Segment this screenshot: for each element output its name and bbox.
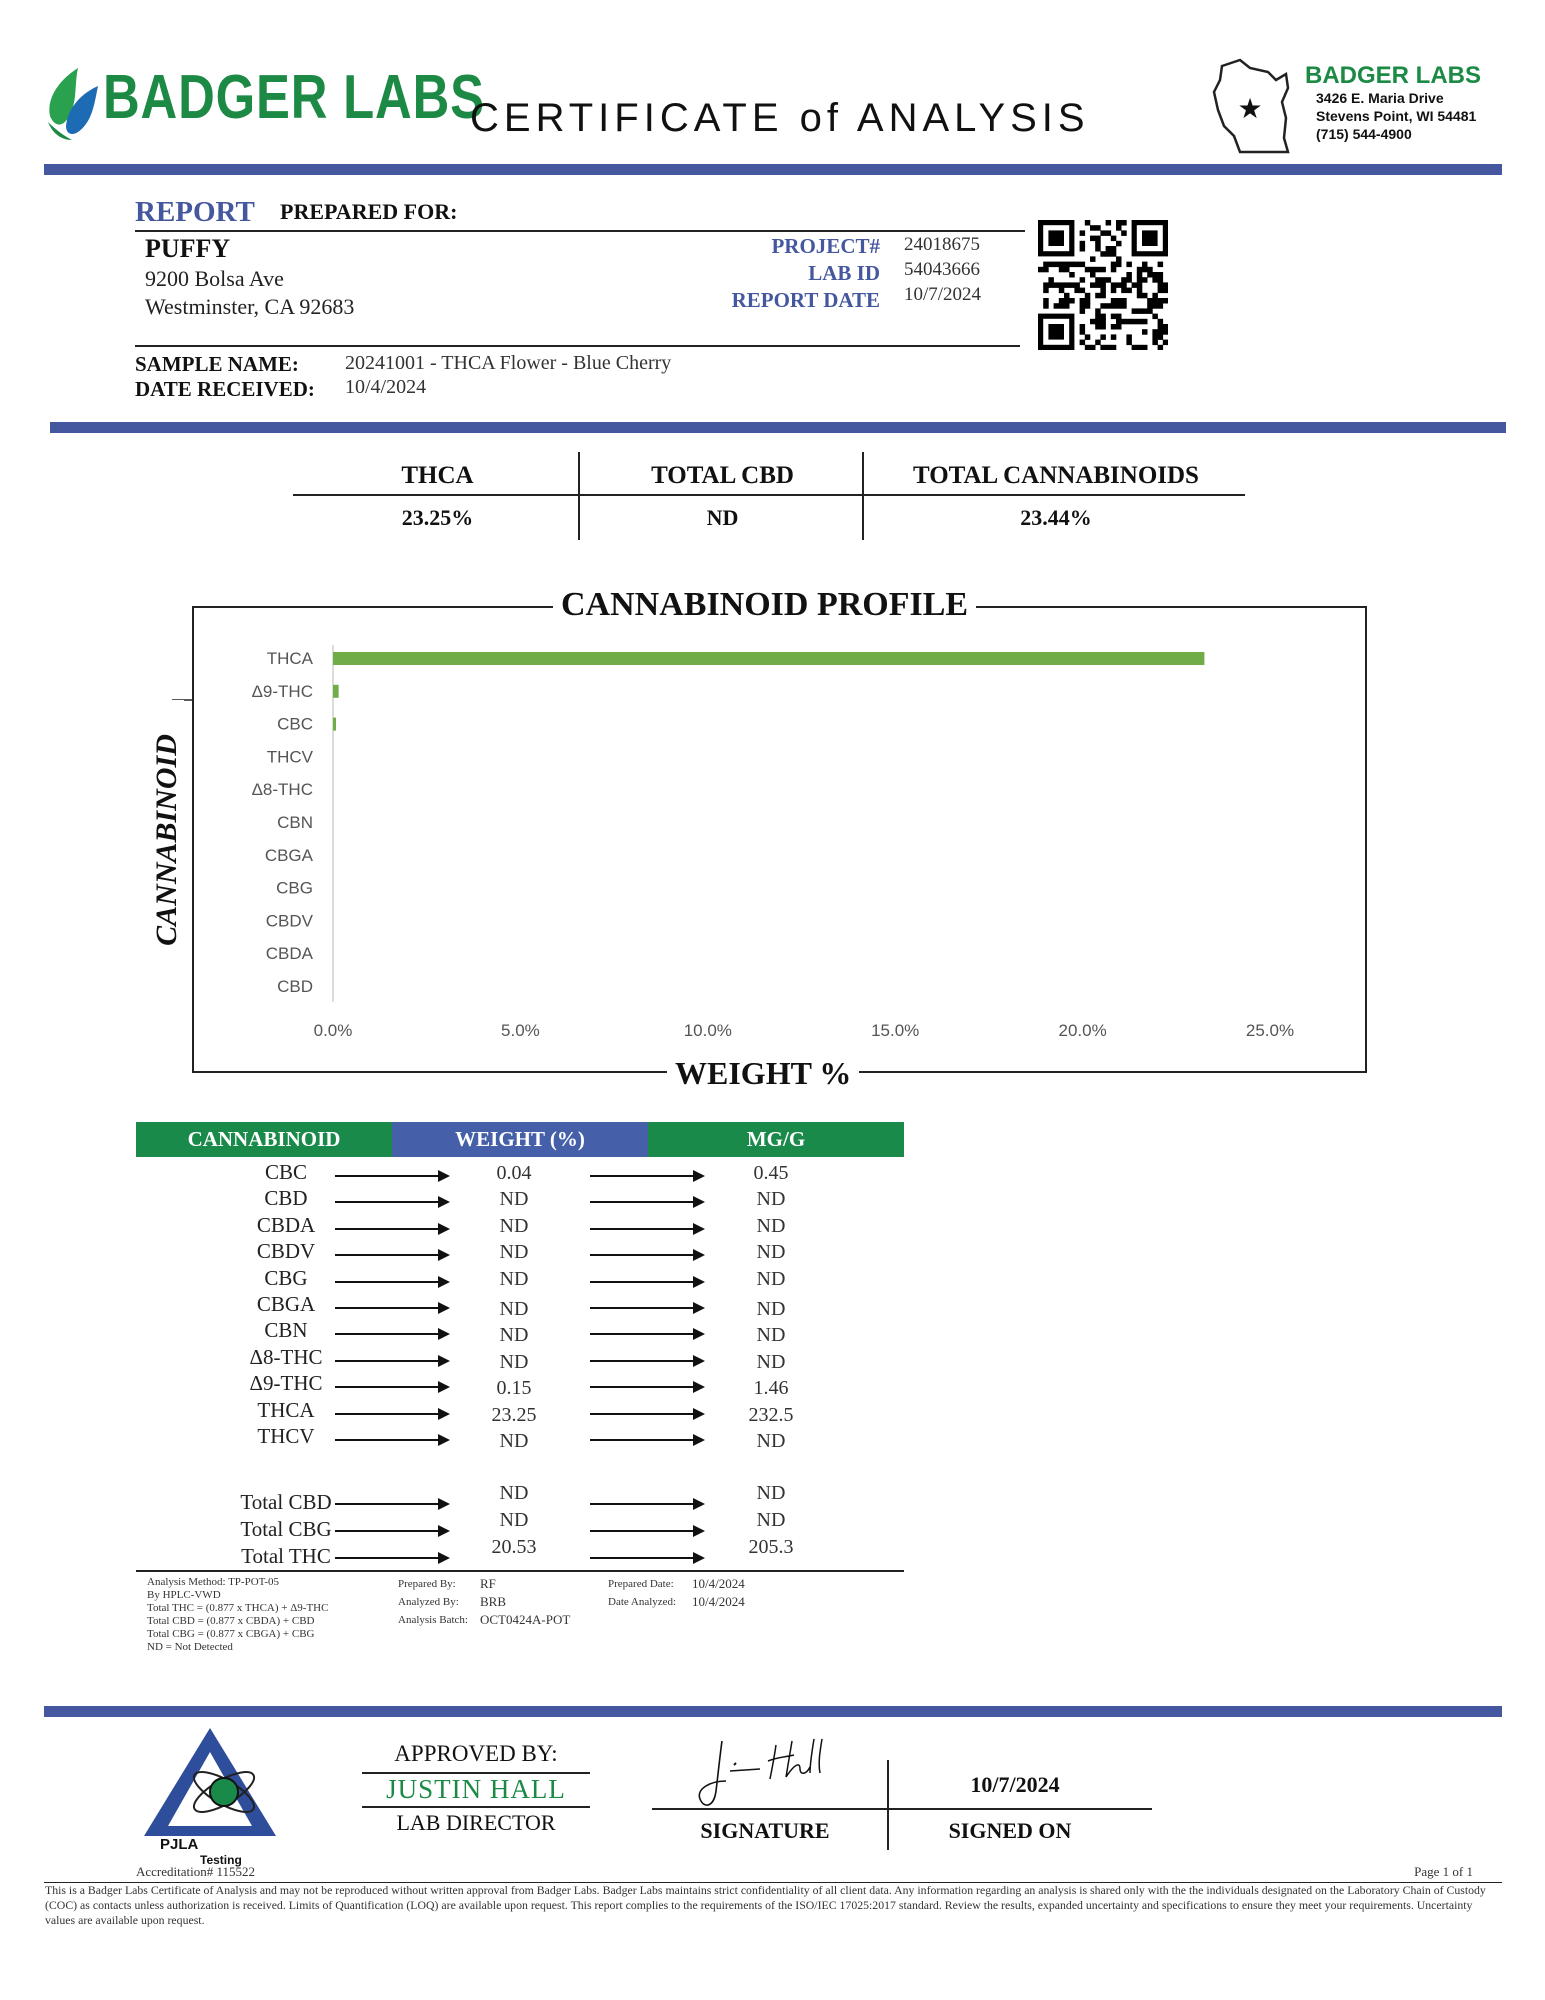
row-arrow-icon (590, 1169, 709, 1183)
cannabinoid-name: Δ8-THC (249, 1344, 323, 1369)
cannabinoid-name: THCV (257, 1424, 315, 1448)
row-arrow-icon (590, 1524, 709, 1538)
mgg-value: ND (756, 1350, 786, 1373)
row-arrow-icon (335, 1327, 454, 1341)
row-arrow-icon (335, 1275, 454, 1289)
cannabinoid-name: THCA (257, 1397, 315, 1422)
signature-rule (652, 1808, 1152, 1810)
row-arrow-icon (590, 1380, 709, 1394)
cannabinoid-name: CBGA (256, 1292, 316, 1316)
chart-y-axis-label-area (140, 700, 200, 980)
mgg-value: ND (756, 1324, 786, 1347)
table-header-cannabinoid: CANNABINOID (136, 1122, 392, 1157)
weight-value: ND (499, 1298, 529, 1320)
mgg-value: 232.5 (748, 1403, 794, 1426)
weight-value: ND (499, 1482, 529, 1504)
row-arrow-icon (335, 1248, 454, 1262)
chart-category-label: CBG (276, 878, 313, 898)
weight-value: ND (499, 1241, 529, 1264)
summary-total-cbd-value: ND (706, 505, 739, 530)
client-name: PUFFY (145, 234, 231, 263)
chart-x-tick-label: 10.0% (683, 1021, 732, 1040)
row-arrow-icon (590, 1327, 709, 1341)
lab-address-line-2: Stevens Point, WI 54481 (1316, 108, 1477, 124)
chart-x-tick-label: 25.0% (1245, 1021, 1295, 1040)
signature-image (690, 1735, 860, 1815)
project-value: 24018675 (904, 234, 980, 255)
chart-category-label: CBD (277, 977, 313, 996)
row-arrow-icon (335, 1380, 454, 1394)
pjla-label: PJLA (160, 1836, 199, 1853)
summary-total-cannabinoids-value: 23.44% (1020, 505, 1092, 530)
svg-text:★: ★ (1237, 92, 1263, 125)
approver-title: LAB DIRECTOR (396, 1810, 556, 1835)
row-arrow-icon (335, 1169, 454, 1183)
table-header-mgg: MG/G (648, 1122, 904, 1157)
row-arrow-icon (590, 1275, 709, 1289)
cannabinoid-name: CBG (264, 1265, 308, 1290)
weight-value: 23.25 (491, 1403, 537, 1426)
mgg-value: ND (756, 1298, 786, 1320)
row-arrow-icon (335, 1407, 454, 1421)
pjla-sub-label: Testing (200, 1853, 242, 1867)
mgg-value: ND (756, 1509, 786, 1531)
page-number: Page 1 of 1 (1414, 1864, 1473, 1879)
report-word: REPORT (135, 196, 255, 228)
cannabinoid-name: Total CBD (240, 1490, 332, 1514)
row-arrow-icon (590, 1433, 709, 1447)
logo-text: BADGER LABS (103, 63, 485, 132)
client-city: Westminster, CA 92683 (145, 294, 355, 319)
weight-value: ND (499, 1509, 529, 1531)
row-arrow-icon (590, 1551, 709, 1565)
date-analyzed-value: 10/4/2024 (692, 1594, 745, 1609)
report-date-label: REPORT DATE (731, 288, 880, 312)
chart-category-label: Δ9-THC (251, 681, 313, 701)
analyzed-by-label: Analyzed By: (398, 1596, 459, 1608)
weight-value: ND (499, 1267, 529, 1290)
date-received-label: DATE RECEIVED: (135, 377, 315, 401)
chart-bar (333, 652, 1204, 665)
prepared-for-label: PREPARED FOR: (280, 199, 458, 224)
chart-category-label: CBGA (264, 845, 313, 865)
signed-date: 10/7/2024 (970, 1772, 1060, 1797)
row-arrow-icon (335, 1524, 454, 1538)
date-analyzed-label: Date Analyzed: (608, 1596, 677, 1608)
analysis-batch-value: OCT0424A-POT (480, 1612, 571, 1627)
cannabinoid-name: CBC (264, 1160, 308, 1184)
row-arrow-icon (335, 1354, 454, 1368)
chart-category-label: CBC (277, 714, 313, 734)
row-arrow-icon (335, 1433, 454, 1447)
cannabinoid-name: Total CBG (240, 1517, 332, 1541)
method-note-1: Analysis Method: TP-POT-05 (147, 1576, 280, 1588)
row-arrow-icon (335, 1497, 454, 1511)
row-arrow-icon (590, 1301, 709, 1315)
cannabinoid-name: Total THC (241, 1544, 331, 1568)
prepared-by-label: Prepared By: (398, 1578, 456, 1590)
mgg-value: 205.3 (748, 1536, 794, 1558)
weight-value: ND (499, 1324, 529, 1347)
table-bottom-rule (136, 1570, 904, 1572)
row-arrow-icon (335, 1551, 454, 1565)
cannabinoid-name: CBDV (256, 1239, 316, 1264)
cannabinoid-name: CBDA (256, 1212, 316, 1237)
signed-on-label: SIGNED ON (948, 1818, 1072, 1843)
signature-label: SIGNATURE (700, 1818, 830, 1843)
row-arrow-icon (590, 1497, 709, 1511)
row-arrow-icon (590, 1354, 709, 1368)
weight-value: 20.53 (491, 1536, 537, 1558)
signature-divider (887, 1760, 889, 1850)
weight-value: ND (499, 1188, 529, 1211)
method-note-6: ND = Not Detected (147, 1641, 233, 1653)
method-note-5: Total CBG = (0.877 x CBGA) + CBG (147, 1628, 315, 1640)
lab-id-value: 54043666 (904, 259, 980, 280)
sample-name-value: 20241001 - THCA Flower - Blue Cherry (345, 352, 672, 374)
project-label: PROJECT# (771, 234, 880, 258)
prepared-by-value: RF (480, 1576, 496, 1591)
mgg-value: ND (756, 1430, 786, 1452)
lab-name: BADGER LABS (1305, 62, 1482, 89)
chart-bar (333, 718, 336, 731)
chart-title: CANNABINOID PROFILE (553, 586, 976, 624)
row-arrow-icon (335, 1195, 454, 1209)
mgg-value: ND (756, 1241, 786, 1264)
chart-x-tick-label: 0.0% (313, 1021, 353, 1040)
summary-thca-label: THCA (401, 462, 474, 489)
weight-value: 0.15 (496, 1377, 532, 1400)
method-note-3: Total THC = (0.877 x THCA) + Δ9-THC (147, 1602, 329, 1614)
analysis-batch-label: Analysis Batch: (398, 1614, 468, 1626)
chart-category-label: CBDV (265, 911, 313, 931)
chart-x-axis-label: WEIGHT % (667, 1055, 859, 1092)
approved-by-label: APPROVED BY: (394, 1741, 558, 1766)
mgg-value: ND (756, 1267, 786, 1290)
mgg-value: ND (756, 1188, 786, 1211)
chart-bar (333, 685, 339, 698)
weight-value: ND (499, 1350, 529, 1373)
mgg-value: ND (756, 1482, 786, 1504)
chart-x-tick-label: 15.0% (871, 1021, 920, 1040)
footer-divider (44, 1706, 1502, 1717)
chart-x-tick-label: 20.0% (1058, 1021, 1107, 1040)
chart-category-label: Δ8-THC (251, 780, 313, 800)
cannabinoid-name: CBD (264, 1186, 308, 1211)
cannabinoid-name: CBN (264, 1318, 308, 1343)
weight-value: ND (499, 1214, 529, 1237)
lab-address-line-1: 3426 E. Maria Drive (1316, 90, 1444, 106)
analyzed-by-value: BRB (480, 1594, 507, 1609)
method-note-2: By HPLC-VWD (147, 1589, 221, 1601)
client-street: 9200 Bolsa Ave (145, 266, 284, 291)
summary-thca-value: 23.25% (401, 505, 474, 530)
chart-y-axis-label: CANNABINOID (150, 700, 184, 980)
approver-name: JUSTIN HALL (386, 1774, 566, 1804)
summary-total-cbd-label: TOTAL CBD (651, 462, 794, 489)
row-arrow-icon (590, 1195, 709, 1209)
method-note-4: Total CBD = (0.877 x CBDA) + CBD (147, 1615, 315, 1627)
mgg-value: 0.45 (753, 1162, 789, 1184)
weight-value: 0.04 (496, 1162, 532, 1184)
report-date-value: 10/7/2024 (904, 284, 982, 305)
cannabinoid-name: Δ9-THC (249, 1371, 323, 1396)
approved-rule-2 (362, 1806, 590, 1808)
row-arrow-icon (590, 1407, 709, 1421)
chart-x-tick-label: 5.0% (501, 1021, 540, 1040)
row-arrow-icon (335, 1301, 454, 1315)
row-arrow-icon (335, 1222, 454, 1236)
chart-category-label: THCA (266, 649, 313, 668)
lab-id-label: LAB ID (808, 261, 880, 285)
row-arrow-icon (590, 1248, 709, 1262)
chart-category-label: CBDA (265, 944, 313, 964)
mgg-value: 1.46 (753, 1377, 789, 1400)
weight-value: ND (499, 1430, 529, 1452)
lab-phone: (715) 544-4900 (1316, 126, 1412, 142)
chart-category-label: CBN (277, 813, 313, 832)
prepared-date-label: Prepared Date: (608, 1578, 674, 1590)
table-header-weight: WEIGHT (%) (392, 1122, 648, 1157)
chart-category-label: THCV (266, 747, 313, 767)
summary-total-cannabinoids-label: TOTAL CANNABINOIDS (913, 462, 1199, 489)
row-arrow-icon (590, 1222, 709, 1236)
accreditation-number: Accreditation# 115522 (136, 1864, 256, 1879)
pjla-accreditation-logo-icon (140, 1722, 280, 1842)
sample-name-label: SAMPLE NAME: (135, 352, 299, 376)
mgg-value: ND (756, 1214, 786, 1237)
date-received-value: 10/4/2024 (345, 376, 427, 398)
document-title: CERTIFICATE of ANALYSIS (470, 96, 1090, 140)
disclaimer-text: This is a Badger Labs Certificate of Analysis and may not be reproduced without written approval from Badger Labs. Badger Labs maintains strict confidentiality of all client data. Any information regarding an analysis is shared only with the the individuals designated on the Laboratory Chain of Custody (COC) as contacts unless authorization is received. Limits of Quantification (LOQ) are available upon request. This report complies to the requirements of the ISO/IEC 17025:2017 standard. Review the results, expanded uncertainty and specifications to ensure they meet your requirements. Uncertainty values are available upon request. (45, 1883, 1486, 1927)
prepared-date-value: 10/4/2024 (692, 1576, 745, 1591)
